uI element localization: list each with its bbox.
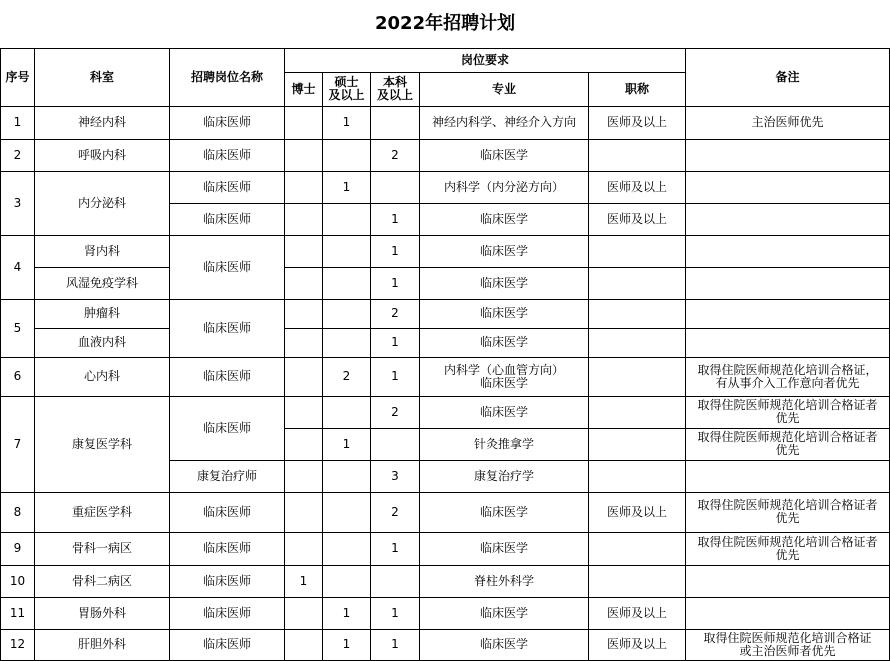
cell-remarks: 取得住院医师规范化培训合格证， 有从事介入工作意向者优先 xyxy=(686,357,890,396)
cell-title-rank: 医师及以上 xyxy=(589,203,686,235)
cell-major: 临床医学 xyxy=(420,203,589,235)
table-row xyxy=(1,328,890,357)
cell-major: 临床医学 xyxy=(420,532,589,565)
cell-bachelor xyxy=(371,106,420,139)
cell-phd xyxy=(285,299,323,328)
cell-major: 脊柱外科学 xyxy=(420,565,589,597)
cell-phd xyxy=(285,106,323,139)
cell-title-rank xyxy=(589,139,686,171)
cell-dept: 胃肠外科 xyxy=(35,597,170,629)
cell-dept: 血液内科 xyxy=(35,328,170,357)
cell-seq: 11 xyxy=(1,597,35,629)
cell-dept: 风湿免疫学科 xyxy=(35,267,170,299)
cell-title-rank: 医师及以上 xyxy=(589,597,686,629)
cell-master xyxy=(323,139,371,171)
cell-phd xyxy=(285,357,323,396)
header-bachelor: 本科 及以上 xyxy=(371,72,420,106)
cell-bachelor: 2 xyxy=(371,396,420,428)
header-remarks: 备注 xyxy=(686,48,890,106)
cell-major: 临床医学 xyxy=(420,492,589,532)
cell-master xyxy=(323,492,371,532)
cell-remarks xyxy=(686,597,890,629)
cell-title-rank xyxy=(589,565,686,597)
cell-remarks: 取得住院医师规范化培训合格证者 优先 xyxy=(686,492,890,532)
cell-dept: 神经内科 xyxy=(35,106,170,139)
cell-position: 临床医师 xyxy=(170,106,285,139)
cell-phd xyxy=(285,171,323,203)
cell-bachelor: 2 xyxy=(371,492,420,532)
cell-position: 临床医师 xyxy=(170,565,285,597)
cell-title-rank xyxy=(589,460,686,492)
cell-major: 针灸推拿学 xyxy=(420,428,589,460)
cell-dept: 骨科二病区 xyxy=(35,565,170,597)
cell-master: 1 xyxy=(323,106,371,139)
cell-master: 1 xyxy=(323,597,371,629)
cell-remarks xyxy=(686,267,890,299)
cell-bachelor: 2 xyxy=(371,299,420,328)
cell-position: 临床医师 xyxy=(170,171,285,203)
cell-remarks xyxy=(686,565,890,597)
cell-bachelor: 1 xyxy=(371,597,420,629)
cell-major: 康复治疗学 xyxy=(420,460,589,492)
cell-master xyxy=(323,532,371,565)
cell-position: 康复治疗师 xyxy=(170,460,285,492)
cell-phd xyxy=(285,235,323,267)
cell-remarks: 主治医师优先 xyxy=(686,106,890,139)
table-row xyxy=(1,357,890,396)
cell-phd xyxy=(285,203,323,235)
cell-seq: 10 xyxy=(1,565,35,597)
cell-seq: 6 xyxy=(1,357,35,396)
cell-remarks xyxy=(686,171,890,203)
cell-phd xyxy=(285,460,323,492)
cell-position: 临床医师 xyxy=(170,299,285,357)
cell-major: 临床医学 xyxy=(420,235,589,267)
cell-phd xyxy=(285,396,323,428)
page-title: 2022年招聘计划 xyxy=(1,0,890,48)
cell-major: 神经内科学、神经介入方向 xyxy=(420,106,589,139)
cell-phd xyxy=(285,267,323,299)
cell-dept: 呼吸内科 xyxy=(35,139,170,171)
cell-seq: 7 xyxy=(1,396,35,492)
cell-remarks xyxy=(686,328,890,357)
cell-dept: 肿瘤科 xyxy=(35,299,170,328)
header-requirements: 岗位要求 xyxy=(285,48,686,72)
cell-remarks: 取得住院医师规范化培训合格证者 优先 xyxy=(686,532,890,565)
cell-title-rank xyxy=(589,357,686,396)
cell-seq: 5 xyxy=(1,299,35,357)
header-dept: 科室 xyxy=(35,48,170,106)
cell-bachelor xyxy=(371,428,420,460)
cell-title-rank: 医师及以上 xyxy=(589,106,686,139)
table-row xyxy=(1,532,890,565)
cell-title-rank xyxy=(589,532,686,565)
cell-major: 内科学（内分泌方向） xyxy=(420,171,589,203)
cell-position: 临床医师 xyxy=(170,139,285,171)
cell-bachelor: 1 xyxy=(371,267,420,299)
cell-dept: 重症医学科 xyxy=(35,492,170,532)
cell-phd xyxy=(285,492,323,532)
cell-title-rank xyxy=(589,428,686,460)
cell-remarks: 取得住院医师规范化培训合格证 或主治医师者优先 xyxy=(686,629,890,660)
cell-position: 临床医师 xyxy=(170,532,285,565)
cell-master xyxy=(323,299,371,328)
cell-master xyxy=(323,203,371,235)
cell-bachelor: 1 xyxy=(371,235,420,267)
table-row xyxy=(1,629,890,660)
cell-bachelor: 1 xyxy=(371,357,420,396)
table-row xyxy=(1,299,890,328)
cell-seq: 2 xyxy=(1,139,35,171)
table-row xyxy=(1,139,890,171)
cell-major: 临床医学 xyxy=(420,396,589,428)
cell-dept: 康复医学科 xyxy=(35,396,170,492)
cell-master xyxy=(323,396,371,428)
cell-bachelor: 1 xyxy=(371,532,420,565)
table-row xyxy=(1,396,890,428)
cell-major: 内科学（心血管方向） 临床医学 xyxy=(420,357,589,396)
cell-remarks xyxy=(686,299,890,328)
cell-major: 临床医学 xyxy=(420,629,589,660)
cell-master xyxy=(323,460,371,492)
cell-position: 临床医师 xyxy=(170,629,285,660)
cell-remarks: 取得住院医师规范化培训合格证者 优先 xyxy=(686,428,890,460)
cell-phd: 1 xyxy=(285,565,323,597)
cell-title-rank xyxy=(589,299,686,328)
cell-bachelor xyxy=(371,565,420,597)
cell-title-rank xyxy=(589,328,686,357)
cell-master xyxy=(323,565,371,597)
cell-position: 临床医师 xyxy=(170,235,285,299)
table-row xyxy=(1,565,890,597)
cell-major: 临床医学 xyxy=(420,139,589,171)
cell-seq: 9 xyxy=(1,532,35,565)
cell-major: 临床医学 xyxy=(420,597,589,629)
cell-seq: 1 xyxy=(1,106,35,139)
cell-position: 临床医师 xyxy=(170,597,285,629)
cell-master: 1 xyxy=(323,428,371,460)
cell-dept: 心内科 xyxy=(35,357,170,396)
header-major: 专业 xyxy=(420,72,589,106)
table-row xyxy=(1,171,890,203)
cell-dept: 肾内科 xyxy=(35,235,170,267)
cell-bachelor: 1 xyxy=(371,629,420,660)
cell-bachelor: 1 xyxy=(371,203,420,235)
cell-master: 1 xyxy=(323,629,371,660)
cell-remarks xyxy=(686,235,890,267)
cell-seq: 12 xyxy=(1,629,35,660)
cell-seq: 3 xyxy=(1,171,35,235)
cell-title-rank: 医师及以上 xyxy=(589,629,686,660)
cell-major: 临床医学 xyxy=(420,299,589,328)
cell-phd xyxy=(285,629,323,660)
cell-phd xyxy=(285,428,323,460)
table-row xyxy=(1,267,890,299)
table-row xyxy=(1,597,890,629)
table-row xyxy=(1,235,890,267)
cell-bachelor: 3 xyxy=(371,460,420,492)
cell-seq: 4 xyxy=(1,235,35,299)
cell-phd xyxy=(285,328,323,357)
cell-master xyxy=(323,328,371,357)
header-master: 硕士 及以上 xyxy=(323,72,371,106)
cell-major: 临床医学 xyxy=(420,267,589,299)
table-row xyxy=(1,106,890,139)
cell-dept: 内分泌科 xyxy=(35,171,170,235)
header-seq: 序号 xyxy=(1,48,35,106)
cell-phd xyxy=(285,532,323,565)
cell-master xyxy=(323,267,371,299)
header-phd: 博士 xyxy=(285,72,323,106)
header-title-rank: 职称 xyxy=(589,72,686,106)
cell-title-rank: 医师及以上 xyxy=(589,492,686,532)
cell-title-rank: 医师及以上 xyxy=(589,171,686,203)
cell-master xyxy=(323,235,371,267)
cell-title-rank xyxy=(589,235,686,267)
cell-title-rank xyxy=(589,267,686,299)
table-row xyxy=(1,492,890,532)
cell-major: 临床医学 xyxy=(420,328,589,357)
cell-remarks xyxy=(686,139,890,171)
cell-seq: 8 xyxy=(1,492,35,532)
cell-remarks xyxy=(686,460,890,492)
cell-title-rank xyxy=(589,396,686,428)
cell-position: 临床医师 xyxy=(170,357,285,396)
cell-position: 临床医师 xyxy=(170,203,285,235)
cell-dept: 骨科一病区 xyxy=(35,532,170,565)
cell-dept: 肝胆外科 xyxy=(35,629,170,660)
cell-remarks: 取得住院医师规范化培训合格证者 优先 xyxy=(686,396,890,428)
cell-position: 临床医师 xyxy=(170,492,285,532)
cell-bachelor: 2 xyxy=(371,139,420,171)
header-position: 招聘岗位名称 xyxy=(170,48,285,106)
cell-bachelor: 1 xyxy=(371,328,420,357)
cell-remarks xyxy=(686,203,890,235)
cell-phd xyxy=(285,597,323,629)
cell-master: 1 xyxy=(323,171,371,203)
cell-bachelor xyxy=(371,171,420,203)
cell-phd xyxy=(285,139,323,171)
cell-position: 临床医师 xyxy=(170,396,285,460)
cell-master: 2 xyxy=(323,357,371,396)
